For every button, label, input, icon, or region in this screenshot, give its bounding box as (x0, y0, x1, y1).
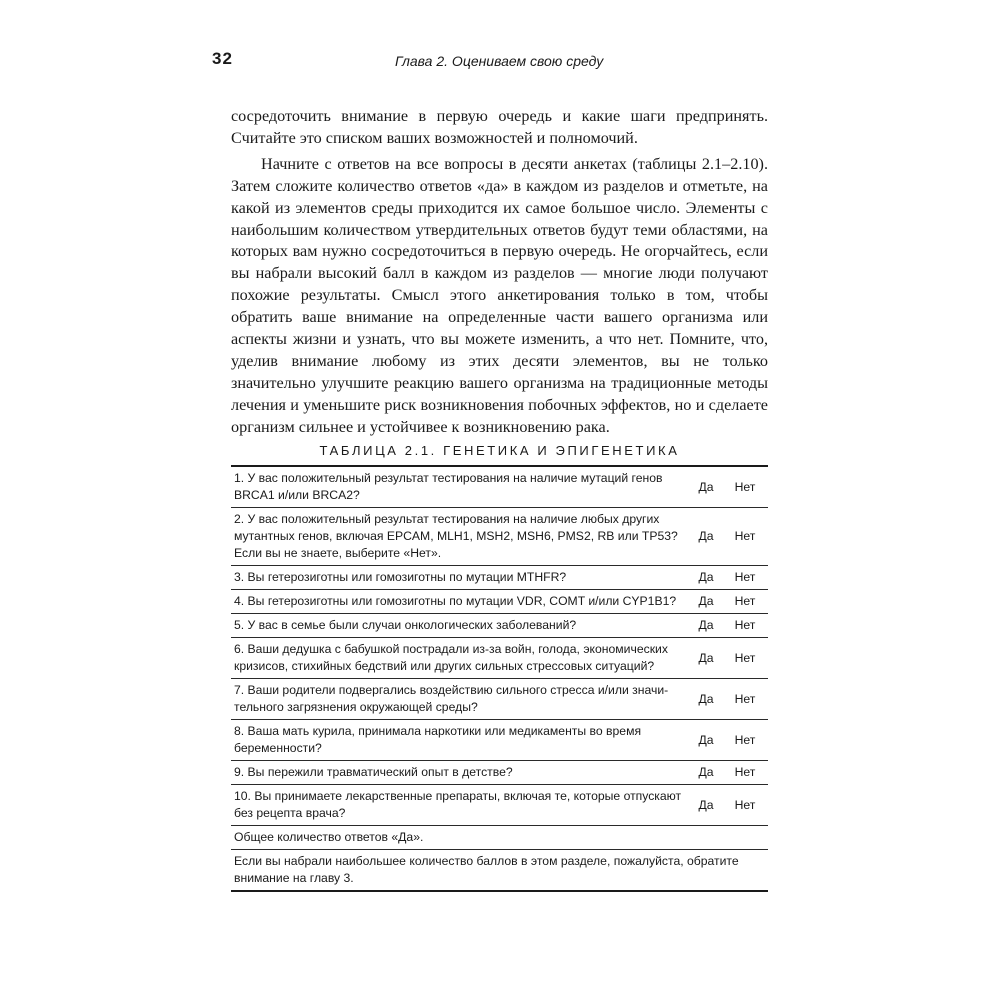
page-number: 32 (212, 49, 233, 68)
yes-option: Да (690, 638, 721, 679)
yes-option: Да (690, 508, 721, 566)
yes-option: Да (690, 566, 721, 590)
yes-option: Да (690, 679, 721, 720)
question-cell: 2. У вас положительный результат тестирования на наличие любых других мутантных генов, включая EPCAM, MLH1, MSH2, MSH6, PMS2, RB или TP53? Если вы не знаете, выберите «Нет». (231, 508, 690, 566)
no-option: Нет (721, 590, 768, 614)
question-cell: 5. У вас в семье были случаи онкологических заболеваний? (231, 614, 690, 638)
no-option: Нет (721, 466, 768, 508)
table-row (231, 590, 768, 614)
no-option: Нет (721, 566, 768, 590)
no-option: Нет (721, 720, 768, 761)
question-cell: 10. Вы принимаете лекарственные препараты, включая те, которые отпускают без рецепта врача? (231, 785, 690, 826)
body-text (231, 106, 768, 439)
no-option: Нет (721, 785, 768, 826)
no-option: Нет (721, 761, 768, 785)
no-option: Нет (721, 679, 768, 720)
yes-option: Да (690, 590, 721, 614)
table-row (231, 566, 768, 590)
running-head: Глава 2. Оцениваем свою среду (395, 53, 604, 69)
question-cell: 1. У вас положительный результат тестирования на наличие мутаций генов BRCA1 и/или BRCA2? (231, 466, 690, 508)
question-cell: 9. Вы пережили травматический опыт в детстве? (231, 761, 690, 785)
question-cell: 3. Вы гетерозиготны или гомозиготны по мутации MTHFR? (231, 566, 690, 590)
table-row (231, 679, 768, 720)
table-row (231, 761, 768, 785)
table-row (231, 614, 768, 638)
yes-option: Да (690, 761, 721, 785)
total-answers-cell: Общее количество ответов «Да». (231, 826, 768, 850)
table-row (231, 720, 768, 761)
yes-option: Да (690, 466, 721, 508)
question-cell: 6. Ваши дедушка с бабушкой пострадали из-за войн, голода, экономических кризисов, стихийных бедствий или других сильных стрессовых ситуаций? (231, 638, 690, 679)
question-cell: 4. Вы гетерозиготны или гомозиготны по мутации VDR, COMT и/или CYP1B1? (231, 590, 690, 614)
question-cell: 8. Ваша мать курила, принимала наркотики или медикаменты во время беременности? (231, 720, 690, 761)
table-title: ТАБЛИЦА 2.1. ГЕНЕТИКА И ЭПИГЕНЕТИКА (319, 443, 680, 458)
paragraph: сосредоточить внимание в первую очередь и какие шаги предпринять. Считайте это списком ваших возможностей и полномочий. (231, 107, 768, 147)
table-row (231, 466, 768, 508)
table-row (231, 508, 768, 566)
paragraph: Начните с ответов на все вопросы в десяти анкетах (таблицы 2.1–2.10). Затем сложите количество ответов «да» в каждом из разделов и отметьте, на какой из элементов среды приходится их самое большое число. Элементы с наибольшим количеством утвердительных ответов будут теми областями, на которых вам нужно сосредоточиться в первую очередь. Не огорчайтесь, если вы набрали высокий балл в каждом из разделов — многие люди получают похожие результаты. Смысл этого анкетирования только в том, чтобы обратить ваше внимание на определенные части вашего организма или аспекты жизни и узнать, что вы можете изменить, а что нет. Помните, что, уделив внимание любому из этих десяти элементов, вы не только значительно улучшите реакцию вашего организма на традиционные методы лечения и уменьшите риск возникновения побочных эффектов, но и сделаете организм сильнее и устойчивее к возникновению рака. (231, 154, 768, 436)
yes-option: Да (690, 785, 721, 826)
yes-option: Да (690, 720, 721, 761)
yes-option: Да (690, 614, 721, 638)
question-cell: 7. Ваши родители подвергались воздействию сильного стресса и/или значительного загрязнения окружающей среды? (231, 679, 690, 720)
footer-note-row (231, 850, 768, 892)
no-option: Нет (721, 638, 768, 679)
table-row (231, 638, 768, 679)
total-row (231, 826, 768, 850)
table-row (231, 785, 768, 826)
no-option: Нет (721, 508, 768, 566)
footer-note-cell: Если вы набрали наибольшее количество баллов в этом разделе, пожалуйста, обратите внимание на главу 3. (231, 850, 768, 892)
no-option: Нет (721, 614, 768, 638)
questionnaire-table (231, 465, 768, 892)
